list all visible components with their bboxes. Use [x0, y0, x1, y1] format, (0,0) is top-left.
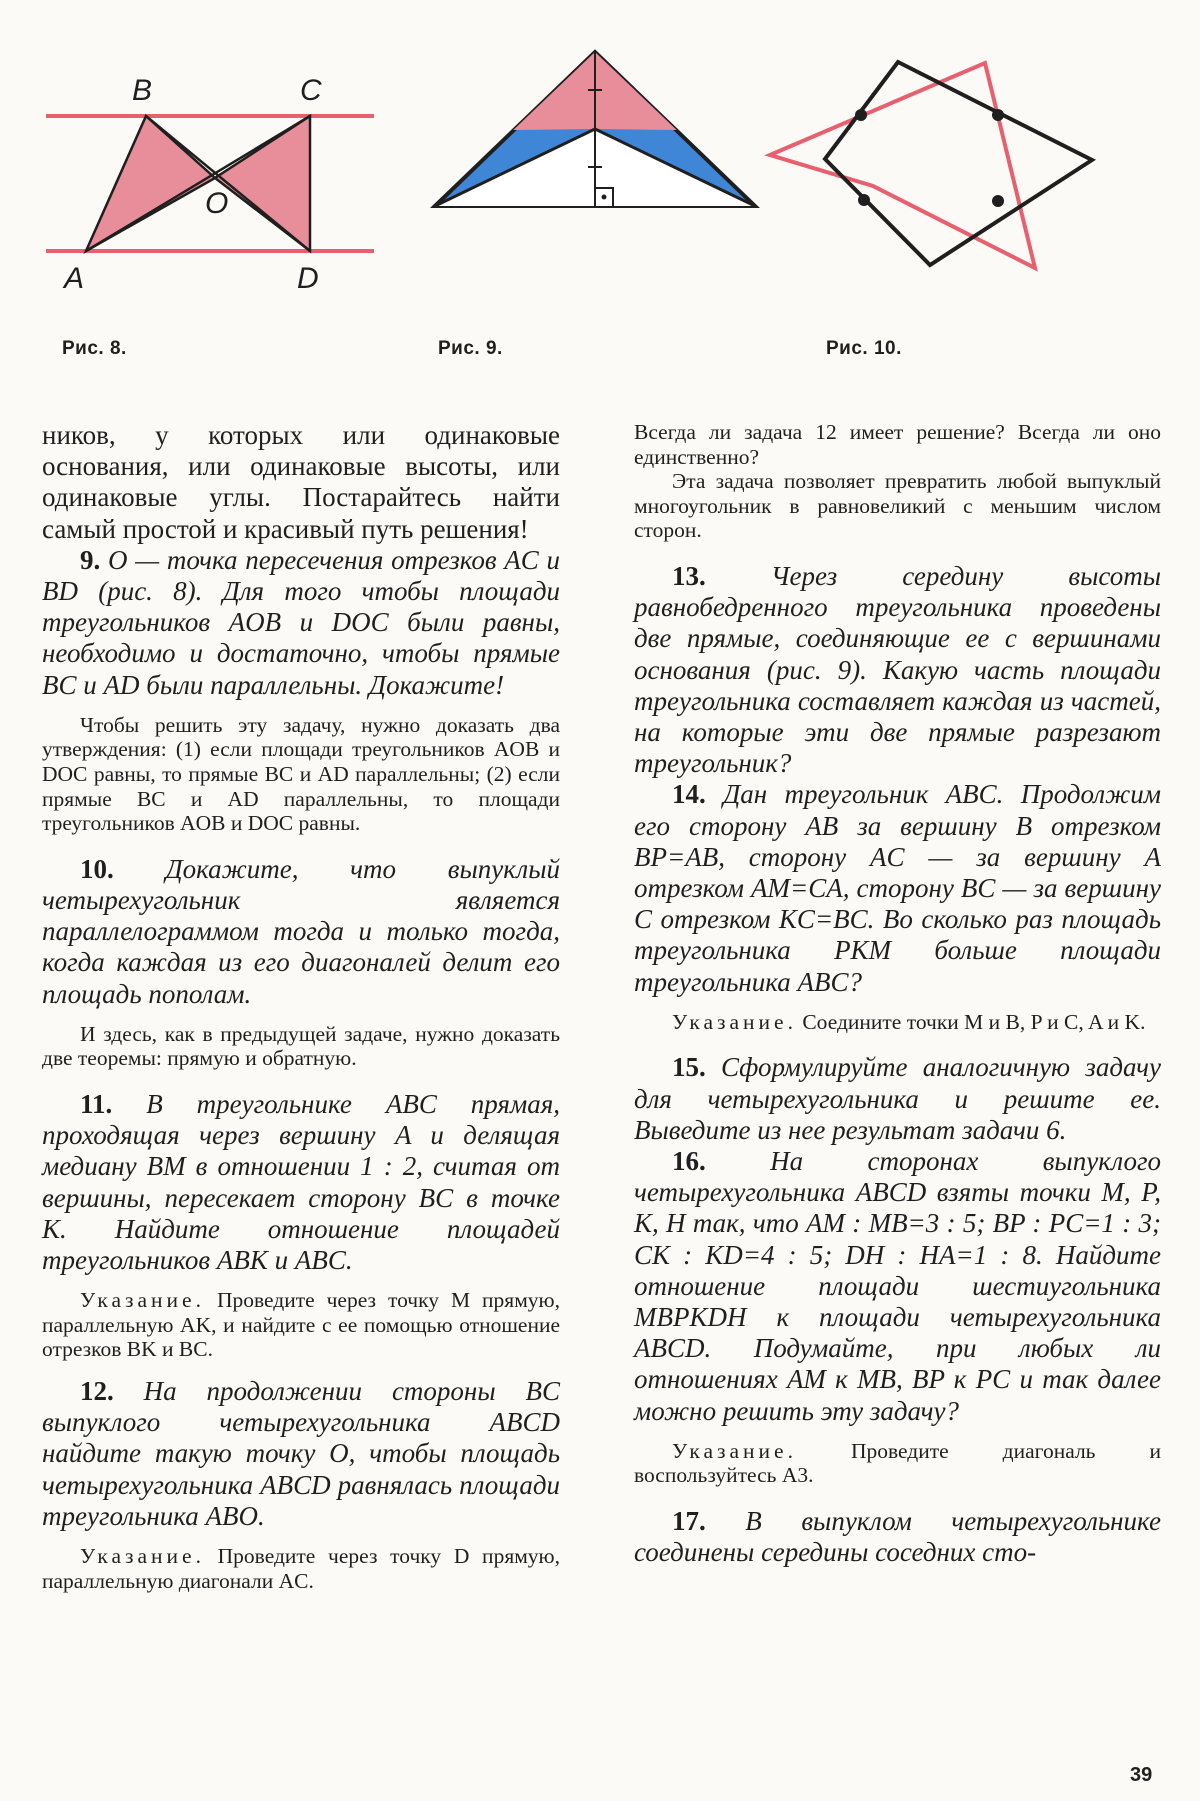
problem-12-continuation-2: Эта задача позволяет превратить любой выпуклый многоугольник в равновеликий с меньшим числом сторон. — [634, 469, 1161, 543]
problem-12-number: 12. — [80, 1376, 114, 1406]
problem-12-hint-label: Указание. — [80, 1544, 205, 1569]
problem-9 — [42, 545, 560, 701]
problem-12 — [42, 1376, 560, 1532]
problem-11-hint-text: Проведите через точку M прямую, параллельную AK, и найдите с ее помощью отношение отрезков BK и BC. — [42, 1288, 560, 1362]
problem-16-hint-text: Проведите диагональ и воспользуйтесь А3. — [634, 1438, 1161, 1488]
fig10-caption: Рис. 10. — [826, 338, 902, 359]
problem-10-number: 10. — [80, 853, 114, 884]
problem-17-text: В выпуклом четырехугольнике соединены середины соседних сто- — [634, 1506, 1161, 1568]
problem-15 — [634, 1052, 1161, 1146]
problem-12-hint-text: Проведите через точку D прямую, параллельную диагонали AC. — [42, 1544, 560, 1593]
fig8-label-a: A — [64, 262, 85, 295]
problem-9-text: O — точка пересечения отрезков AC и BD (рис. 8). Для того чтобы площади треугольников AOB и DOC были равны, необходимо и достаточно, чтобы прямые BC и AD были параллельны. Докажите! — [42, 544, 560, 700]
fig10-point-3 — [858, 194, 870, 206]
fig8-label-c: C — [300, 74, 322, 107]
problem-9-note: Чтобы решить эту задачу, нужно доказать два утверждения: (1) если площади треугольников AOB и DOC равны, то прямые BC и AD параллельны; (2) если прямые BC и AD параллельны, то площади треугольников AOB и DOC равны. — [42, 712, 560, 836]
problem-9-number: 9. — [80, 544, 101, 575]
page-number: 39 — [1130, 1764, 1153, 1786]
figure-10 — [760, 55, 1100, 275]
problem-16-hint — [634, 1439, 1161, 1488]
problem-11-text: В треугольнике ABC прямая, проходящая через вершину A и делящая медиану BM в отношении 1 : 2, считая от вершины, пересекает сторону BC в точке K. Найдите отношение площадей треугольников ABK и ABC. — [42, 1089, 560, 1276]
problem-10 — [42, 854, 560, 1010]
figure-8 — [40, 70, 380, 300]
left-column — [42, 420, 560, 1593]
fig10-point-2 — [992, 109, 1004, 121]
problem-13-text: Через середину высоты равнобедренного треугольника проведены две прямые, соединяющие ее с вершинами основания (рис. 9). Какую часть площади треугольника составляет каждая из частей, на которые эти две прямые разрезают треугольник? — [634, 560, 1161, 779]
problem-13 — [634, 561, 1161, 779]
problem-16 — [634, 1146, 1161, 1427]
problem-14-number: 14. — [672, 779, 706, 810]
paragraph-continuation: ников, у которых или одинаковые основания, или одинаковые высоты, или одинаковые углы. Постарайтесь найти самый простой и красивый путь решения! — [42, 420, 560, 544]
right-column — [634, 420, 1161, 1568]
problem-17 — [634, 1506, 1161, 1568]
problem-15-number: 15. — [672, 1052, 706, 1083]
problem-14-text: Дан треугольник ABC. Продолжим его сторону AB за вершину B отрезком BP=AB, сторону AC — за вершину A отрезком AM=CA, сторону BC — за вершину C отрезком KC=BC. Во сколько раз площадь треугольника PKM больше площади треугольника ABC? — [634, 779, 1161, 997]
problem-11 — [42, 1089, 560, 1276]
fig10-point-4 — [992, 195, 1004, 207]
problem-12-hint — [42, 1544, 560, 1593]
problem-13-number: 13. — [672, 560, 706, 591]
problem-12-text: На продолжении стороны BC выпуклого четырехугольника ABCD найдите такую точку O, чтобы площадь четырехугольника ABCD равнялась площади треугольника ABO. — [42, 1376, 560, 1531]
problem-14 — [634, 779, 1161, 997]
problem-10-text: Докажите, что выпуклый четырехугольник является параллелограммом тогда и только тогда, когда каждая из его диагоналей делит его площадь пополам. — [42, 853, 560, 1009]
fig10-black-quad — [825, 62, 1092, 265]
fig8-label-b: B — [132, 74, 153, 107]
problem-10-note: И здесь, как в предыдущей задаче, нужно доказать две теоремы: прямую и обратную. — [42, 1021, 560, 1071]
problem-11-hint-label: Указание. — [80, 1288, 205, 1313]
problem-16-hint-label: Указание. — [672, 1438, 797, 1463]
fig9-caption: Рис. 9. — [438, 338, 503, 359]
problem-16-number: 16. — [672, 1146, 706, 1177]
figure-9 — [425, 40, 775, 220]
fig9-right-angle-dot — [602, 195, 607, 200]
problem-12-continuation: Всегда ли задача 12 имеет решение? Всегда ли оно единственно? — [634, 420, 1161, 469]
problem-15-text: Сформулируйте аналогичную задачу для четырехугольника и решите ее. Выведите из нее результат задачи 6. — [634, 1052, 1161, 1145]
problem-11-hint — [42, 1288, 560, 1362]
problem-11-number: 11. — [80, 1089, 113, 1119]
fig8-label-o: O — [205, 187, 229, 220]
problem-14-hint — [634, 1010, 1161, 1035]
problem-16-text: На сторонах выпуклого четырехугольника ABCD взяты точки M, P, K, H так, что AM : MB=3 : 5; BP : PC=1 : 3; CK : KD=4 : 5; DH : HA=1 : 8. Найдите отношение площади шестиугольника MBPKDH к площади четырехугольника ABCD. Подумайте, при любых ли отношениях AM к MB, BP к PC и так далее можно решить эту задачу? — [634, 1146, 1161, 1426]
problem-17-number: 17. — [672, 1506, 706, 1537]
problem-14-hint-text: Соедините точки M и B, P и C, A и K. — [796, 1009, 1146, 1034]
fig10-point-1 — [855, 109, 867, 121]
fig8-label-d: D — [297, 262, 319, 295]
fig8-caption: Рис. 8. — [62, 338, 127, 359]
problem-14-hint-label: Указание. — [672, 1009, 797, 1034]
